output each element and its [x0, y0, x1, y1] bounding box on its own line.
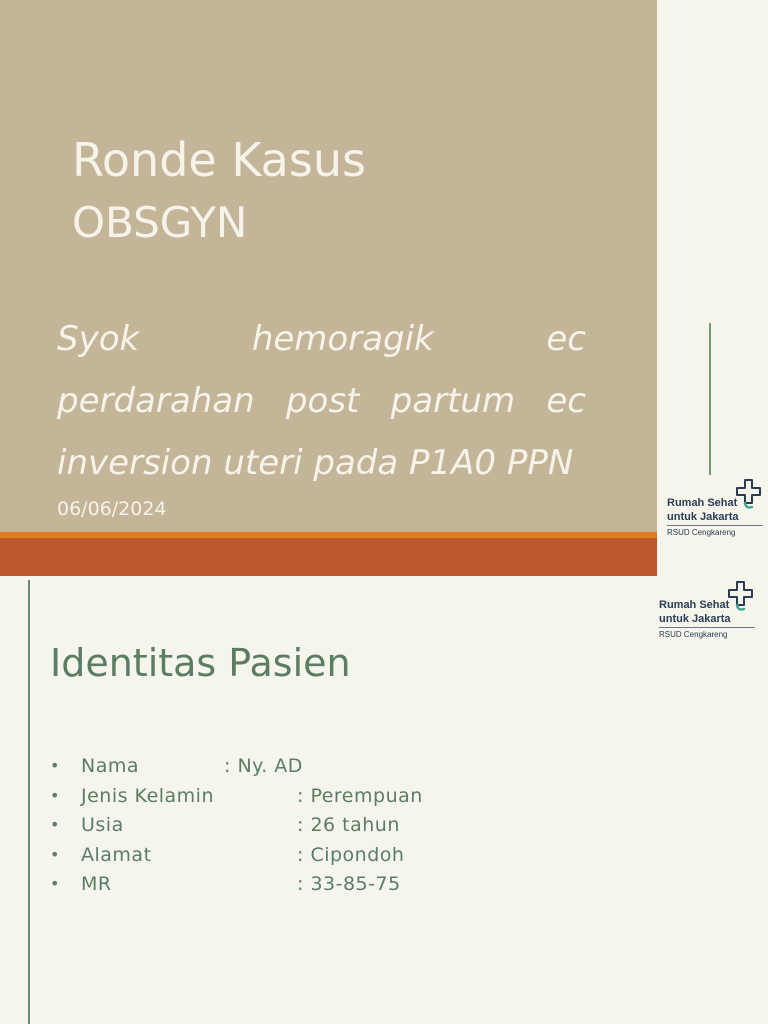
field-label: MR — [81, 873, 112, 895]
field-value: : 33-85-75 — [297, 873, 401, 895]
field-label: Jenis Kelamin — [81, 784, 215, 807]
bullet-icon: • — [50, 844, 60, 864]
vertical-accent-line — [28, 580, 30, 1024]
health-cross-icon — [735, 479, 763, 509]
logo-line-3: RSUD Cengkareng — [659, 630, 728, 639]
field-label: Nama — [81, 755, 140, 777]
field-value: : Cipondoh — [297, 843, 405, 866]
bullet-icon: • — [50, 785, 60, 805]
logo-line-2: untuk Jakarta — [659, 613, 731, 625]
slide-title-heading: Ronde Kasus — [72, 133, 366, 187]
slide-title-subheading: OBSGYN — [72, 198, 248, 247]
field-value: : Ny. AD — [224, 755, 303, 777]
logo-line-2: untuk Jakarta — [667, 511, 739, 523]
bullet-icon: • — [50, 815, 60, 834]
field-value: : Perempuan — [297, 784, 423, 807]
section-title: Identitas Pasien — [50, 641, 351, 685]
presentation-date: 06/06/2024 — [57, 498, 167, 520]
bullet-icon: • — [50, 874, 60, 893]
logo-line-1: Rumah Sehat — [659, 599, 730, 611]
logo-line-3: RSUD Cengkareng — [667, 528, 736, 537]
field-label: Alamat — [81, 843, 152, 866]
bullet-icon: • — [50, 756, 60, 775]
vertical-divider — [709, 323, 711, 475]
logo-rule — [659, 627, 755, 628]
slide-patient-identity — [0, 512, 768, 1024]
field-value: : 26 tahun — [297, 814, 400, 836]
logo-line-1: Rumah Sehat — [667, 497, 738, 509]
field-label: Usia — [81, 814, 124, 836]
health-cross-icon — [727, 581, 755, 611]
case-description: Syok hemoragik ec perdarahan post partum ec inversion uteri pada P1A0 PPN — [57, 319, 586, 483]
hospital-logo — [659, 581, 759, 645]
